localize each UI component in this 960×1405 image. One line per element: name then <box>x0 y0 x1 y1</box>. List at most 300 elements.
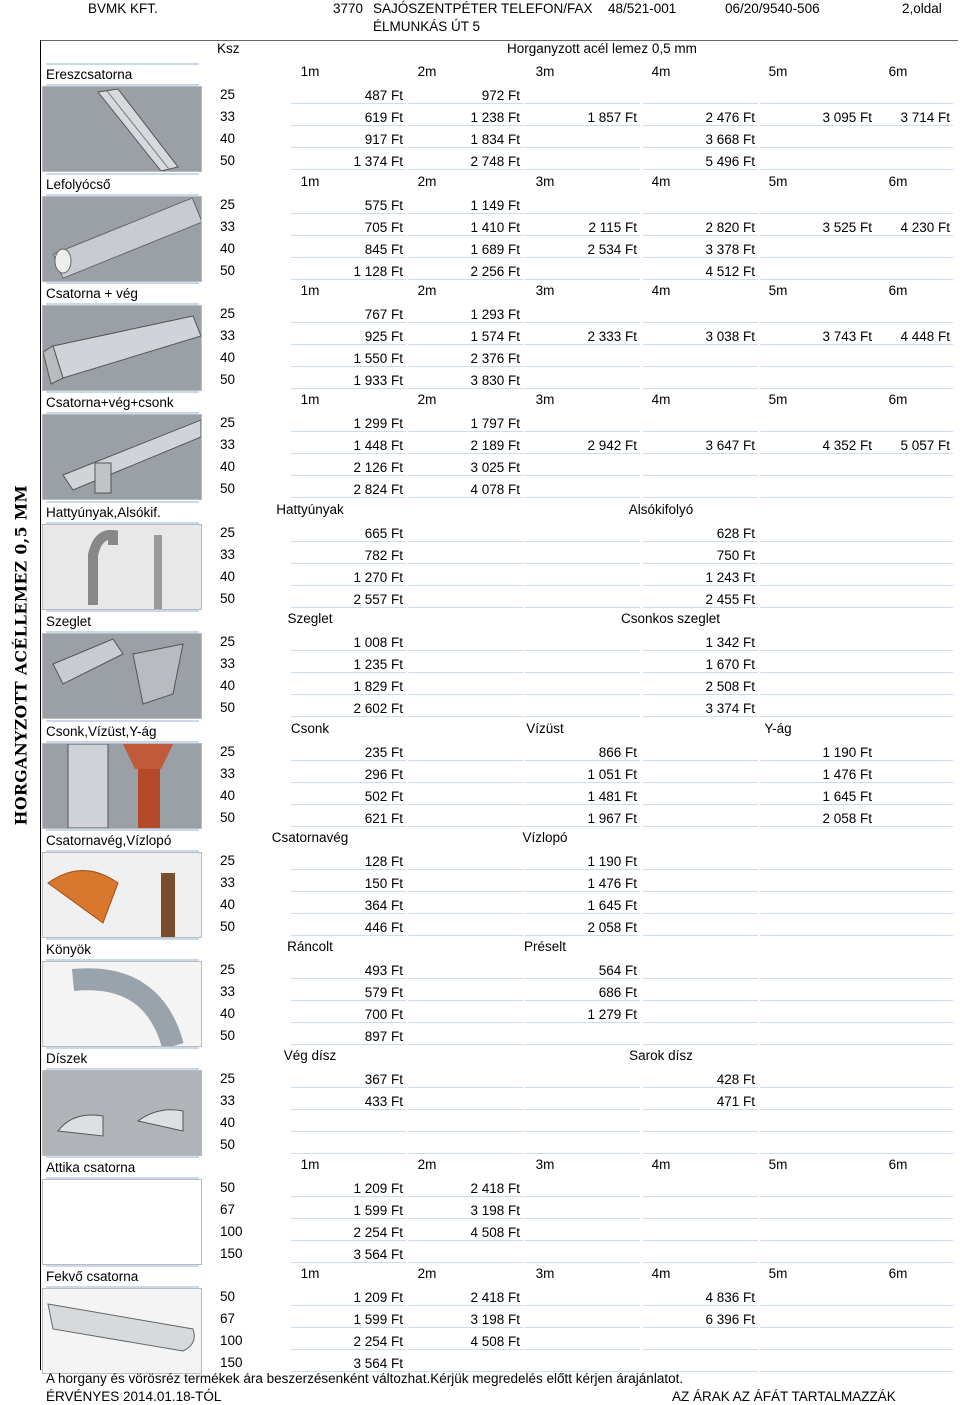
price-cell: 3 647 Ft <box>643 437 758 454</box>
price-cell: 3 830 Ft <box>408 372 523 389</box>
size-cell: 33 <box>220 875 236 890</box>
price-cell: 235 Ft <box>291 744 406 761</box>
page-header <box>0 0 960 42</box>
section-title: Ereszcsatorna <box>46 63 199 86</box>
table-row <box>205 304 958 326</box>
price-cell <box>875 1355 953 1372</box>
price-cell: 1 574 Ft <box>408 328 523 345</box>
price-cell: 4 230 Ft <box>875 219 953 236</box>
table-row <box>205 129 958 151</box>
price-cell: 564 Ft <box>525 962 640 979</box>
price-cell <box>643 1224 758 1241</box>
price-cell: 150 Ft <box>291 875 406 892</box>
price-cell: 767 Ft <box>291 306 406 323</box>
size-cell: 40 <box>220 459 236 474</box>
column-header: 2m <box>417 392 437 407</box>
column-header: 6m <box>888 392 908 407</box>
price-cell <box>643 197 758 214</box>
price-section <box>0 282 960 391</box>
product-photo-icon <box>43 87 201 171</box>
table-row <box>205 786 958 808</box>
price-cell <box>525 350 640 367</box>
price-cell: 367 Ft <box>291 1071 406 1088</box>
section-title: Hattyúnyak,Alsókif. <box>46 501 199 524</box>
price-cell: 1 689 Ft <box>408 241 523 258</box>
price-cell <box>525 1311 640 1328</box>
price-cell <box>760 1071 875 1088</box>
price-cell: 502 Ft <box>291 788 406 805</box>
price-cell: 296 Ft <box>291 766 406 783</box>
price-cell: 428 Ft <box>643 1071 758 1088</box>
price-cell: 128 Ft <box>291 853 406 870</box>
table-row <box>205 1287 958 1309</box>
price-cell: 2 824 Ft <box>291 481 406 498</box>
price-cell <box>760 372 875 389</box>
size-cell: 50 <box>220 1137 236 1152</box>
price-cell: 2 455 Ft <box>643 591 758 608</box>
price-cell: 1 293 Ft <box>408 306 523 323</box>
column-header: 1m <box>300 1157 320 1172</box>
table-row <box>205 851 958 873</box>
table-row <box>205 895 958 917</box>
elbow-photo <box>42 961 202 1047</box>
price-cell: 2 602 Ft <box>291 700 406 717</box>
column-header: Hattyúnyak <box>276 502 344 517</box>
column-header: Csonkos szeglet <box>621 611 721 626</box>
price-cell <box>525 415 640 432</box>
price-cell <box>643 350 758 367</box>
price-cell <box>760 1333 875 1350</box>
price-cell: 1 279 Ft <box>525 1006 640 1023</box>
price-cell: 2 476 Ft <box>643 109 758 126</box>
price-cell <box>760 547 875 564</box>
section-title: Könyök <box>46 938 199 961</box>
product-photo-icon <box>43 197 201 281</box>
zip-code: 3770 <box>333 1 364 16</box>
table-row <box>205 1178 958 1200</box>
product-photo-icon <box>43 1180 201 1264</box>
price-cell: 2 254 Ft <box>291 1333 406 1350</box>
price-cell <box>760 875 875 892</box>
price-cell <box>760 87 875 104</box>
column-header: Vízüst <box>526 721 564 736</box>
price-cell <box>408 634 523 651</box>
size-cell: 25 <box>220 525 236 540</box>
table-row <box>205 808 958 830</box>
price-cell <box>525 1202 640 1219</box>
price-cell <box>875 1028 953 1045</box>
price-cell: 686 Ft <box>525 984 640 1001</box>
table-row <box>205 435 958 457</box>
price-cell <box>760 656 875 673</box>
price-cell <box>760 197 875 214</box>
price-cell: 364 Ft <box>291 897 406 914</box>
price-cell <box>525 525 640 542</box>
price-cell <box>525 700 640 717</box>
column-header: 4m <box>651 1157 671 1172</box>
size-cell: 50 <box>220 919 236 934</box>
price-cell <box>875 1115 953 1132</box>
table-row <box>205 982 958 1004</box>
column-header: 3m <box>535 392 555 407</box>
section-title: Csatorna + vég <box>46 282 199 305</box>
price-cell: 2 942 Ft <box>525 437 640 454</box>
price-cell: 1 235 Ft <box>291 656 406 673</box>
table-row <box>205 151 958 173</box>
size-cell: 25 <box>220 87 236 102</box>
price-cell: 1 238 Ft <box>408 109 523 126</box>
product-photo-icon <box>43 744 201 828</box>
price-cell: 1 190 Ft <box>525 853 640 870</box>
price-cell <box>760 415 875 432</box>
price-cell: 1 645 Ft <box>760 788 875 805</box>
price-cell: 4 508 Ft <box>408 1224 523 1241</box>
price-cell <box>760 853 875 870</box>
price-cell: 1 476 Ft <box>760 766 875 783</box>
price-cell: 3 025 Ft <box>408 459 523 476</box>
price-cell <box>643 1028 758 1045</box>
price-cell: 700 Ft <box>291 1006 406 1023</box>
size-cell: 40 <box>220 241 236 256</box>
column-header: 6m <box>888 1266 908 1281</box>
price-cell <box>525 481 640 498</box>
price-cell: 1 209 Ft <box>291 1289 406 1306</box>
price-cell <box>408 1137 523 1154</box>
column-header: 1m <box>300 283 320 298</box>
corner-photo <box>42 633 202 719</box>
price-cell <box>525 197 640 214</box>
column-header: 2m <box>417 1157 437 1172</box>
phone-label: TELEFON/FAX <box>501 1 593 16</box>
price-cell: 972 Ft <box>408 87 523 104</box>
price-cell <box>408 1115 523 1132</box>
table-row <box>205 217 958 239</box>
price-cell: 1 645 Ft <box>525 897 640 914</box>
column-header: 1m <box>300 1266 320 1281</box>
price-cell <box>875 634 953 651</box>
price-cell: 1 550 Ft <box>291 350 406 367</box>
price-cell <box>875 350 953 367</box>
size-cell: 40 <box>220 569 236 584</box>
size-cell: 33 <box>220 437 236 452</box>
price-cell: 1 481 Ft <box>525 788 640 805</box>
gutter-photo <box>42 86 202 172</box>
price-cell: 1 967 Ft <box>525 810 640 827</box>
company-name: BVMK KFT. <box>88 1 158 16</box>
section-title: Lefolyócső <box>46 173 199 196</box>
column-header: 2m <box>417 283 437 298</box>
price-cell <box>760 984 875 1001</box>
price-cell: 2 058 Ft <box>525 919 640 936</box>
price-cell <box>408 875 523 892</box>
price-cell <box>760 459 875 476</box>
price-cell <box>643 459 758 476</box>
product-photo-icon <box>43 962 201 1046</box>
price-cell <box>408 591 523 608</box>
column-header: 6m <box>888 283 908 298</box>
column-header: 5m <box>768 64 788 79</box>
price-cell <box>643 1202 758 1219</box>
price-cell <box>643 481 758 498</box>
price-cell <box>875 591 953 608</box>
price-cell <box>408 700 523 717</box>
price-cell: 1 410 Ft <box>408 219 523 236</box>
column-header: 3m <box>535 64 555 79</box>
size-cell: 25 <box>220 415 236 430</box>
price-cell <box>875 372 953 389</box>
size-cell: 150 <box>220 1355 243 1370</box>
section-title: Szeglet <box>46 610 199 633</box>
attic-gutter-photo <box>42 1179 202 1265</box>
price-cell <box>525 656 640 673</box>
column-header: 4m <box>651 174 671 189</box>
price-cell <box>643 853 758 870</box>
size-cell: 100 <box>220 1224 243 1239</box>
size-cell: 50 <box>220 481 236 496</box>
size-cell: 33 <box>220 984 236 999</box>
table-row <box>205 589 958 611</box>
price-cell <box>875 1006 953 1023</box>
mobile-number: 06/20/9540-506 <box>725 1 820 16</box>
price-cell <box>643 919 758 936</box>
column-header: 4m <box>651 283 671 298</box>
size-cell: 50 <box>220 1180 236 1195</box>
size-cell: 40 <box>220 1006 236 1021</box>
downpipe-photo <box>42 196 202 282</box>
price-cell: 2 418 Ft <box>408 1180 523 1197</box>
price-cell <box>643 897 758 914</box>
size-cell: 67 <box>220 1311 236 1326</box>
price-cell: 2 534 Ft <box>525 241 640 258</box>
price-cell <box>875 131 953 148</box>
footer-vat: AZ ÁRAK AZ ÁFÁT TARTALMAZZÁK <box>672 1389 896 1404</box>
price-cell: 845 Ft <box>291 241 406 258</box>
price-cell: 3 198 Ft <box>408 1311 523 1328</box>
price-cell <box>643 744 758 761</box>
column-header: 1m <box>300 174 320 189</box>
table-row <box>205 1091 958 1113</box>
price-cell: 3 038 Ft <box>643 328 758 345</box>
price-cell <box>408 788 523 805</box>
size-cell: 150 <box>220 1246 243 1261</box>
price-cell <box>760 919 875 936</box>
column-header: 3m <box>535 174 555 189</box>
price-cell <box>875 1180 953 1197</box>
price-section <box>0 1156 960 1265</box>
price-cell <box>643 1006 758 1023</box>
price-cell <box>875 1202 953 1219</box>
price-cell <box>408 1028 523 1045</box>
price-cell <box>525 678 640 695</box>
price-cell <box>875 744 953 761</box>
price-cell <box>408 678 523 695</box>
size-cell: 40 <box>220 897 236 912</box>
table-row <box>205 764 958 786</box>
price-cell: 1 190 Ft <box>760 744 875 761</box>
table-row <box>205 567 958 589</box>
ornament-photo <box>42 1070 202 1156</box>
footer-note: A horgany és vörösréz termékek ára beszerzésenként változhat.Kérjük megredelés előtt kérjen árajánlatot. <box>46 1371 684 1386</box>
price-cell <box>875 678 953 695</box>
end-cap-photo <box>42 852 202 938</box>
price-cell: 619 Ft <box>291 109 406 126</box>
price-cell <box>643 962 758 979</box>
footer-valid: ÉRVÉNYES 2014.01.18-TÓL <box>46 1389 222 1404</box>
price-cell: 1 008 Ft <box>291 634 406 651</box>
product-photo-icon <box>43 415 201 499</box>
price-cell <box>875 810 953 827</box>
price-cell <box>875 1246 953 1263</box>
column-header: 6m <box>888 64 908 79</box>
price-section <box>0 829 960 938</box>
price-cell <box>643 1180 758 1197</box>
price-cell: 579 Ft <box>291 984 406 1001</box>
price-cell <box>525 569 640 586</box>
price-cell: 750 Ft <box>643 547 758 564</box>
price-cell <box>643 788 758 805</box>
size-cell: 100 <box>220 1333 243 1348</box>
price-cell <box>291 1137 406 1154</box>
price-cell <box>525 634 640 651</box>
size-cell: 25 <box>220 197 236 212</box>
price-cell <box>643 984 758 1001</box>
table-row <box>205 873 958 895</box>
product-photo-icon <box>43 525 201 609</box>
size-cell: 50 <box>220 263 236 278</box>
column-header: 3m <box>535 1266 555 1281</box>
size-cell: 40 <box>220 678 236 693</box>
price-cell <box>875 525 953 542</box>
column-header: 6m <box>888 1157 908 1172</box>
price-cell <box>875 481 953 498</box>
price-cell: 1 128 Ft <box>291 263 406 280</box>
price-cell <box>525 153 640 170</box>
column-header: 6m <box>888 174 908 189</box>
price-cell <box>525 1224 640 1241</box>
product-photo-icon <box>43 634 201 718</box>
price-cell <box>525 1115 640 1132</box>
price-cell <box>875 263 953 280</box>
price-cell <box>408 984 523 1001</box>
price-cell <box>408 525 523 542</box>
price-cell: 3 743 Ft <box>760 328 875 345</box>
price-cell <box>408 744 523 761</box>
price-cell: 575 Ft <box>291 197 406 214</box>
price-cell: 2 748 Ft <box>408 153 523 170</box>
table-row <box>205 261 958 283</box>
price-section <box>0 1047 960 1156</box>
price-cell: 3 198 Ft <box>408 1202 523 1219</box>
price-cell <box>760 700 875 717</box>
price-cell <box>408 962 523 979</box>
table-row <box>205 457 958 479</box>
price-cell <box>875 1071 953 1088</box>
price-cell: 866 Ft <box>525 744 640 761</box>
size-cell: 40 <box>220 131 236 146</box>
price-cell <box>760 591 875 608</box>
swan-neck-photo <box>42 524 202 610</box>
price-cell <box>760 1355 875 1372</box>
column-header: 2m <box>417 1266 437 1281</box>
section-title: Díszek <box>46 1047 199 1070</box>
price-cell: 3 564 Ft <box>291 1246 406 1263</box>
column-header: 4m <box>651 392 671 407</box>
column-header: Csatornavég <box>271 830 349 845</box>
table-row <box>205 545 958 567</box>
column-header: 5m <box>768 1157 788 1172</box>
price-cell <box>875 241 953 258</box>
section-title: Csatornavég,Vízlopó <box>46 829 199 852</box>
size-cell: 50 <box>220 153 236 168</box>
ksz-label: Ksz <box>217 41 240 56</box>
price-cell: 1 448 Ft <box>291 437 406 454</box>
price-cell: 897 Ft <box>291 1028 406 1045</box>
size-cell: 40 <box>220 788 236 803</box>
price-cell: 1 599 Ft <box>291 1202 406 1219</box>
side-title-text: HORGANYZOTT ACÉLLEMEZ 0,5 MM <box>11 484 31 826</box>
price-section <box>0 720 960 829</box>
price-cell <box>875 1093 953 1110</box>
price-cell <box>875 788 953 805</box>
price-cell <box>525 591 640 608</box>
table-row <box>205 523 958 545</box>
size-cell: 40 <box>220 350 236 365</box>
price-cell <box>760 1093 875 1110</box>
price-cell <box>408 1355 523 1372</box>
column-header: 4m <box>651 64 671 79</box>
price-cell <box>875 415 953 432</box>
price-cell: 6 396 Ft <box>643 1311 758 1328</box>
size-cell: 40 <box>220 1115 236 1130</box>
product-photo-icon <box>43 1071 201 1155</box>
size-cell: 25 <box>220 306 236 321</box>
price-cell: 1 834 Ft <box>408 131 523 148</box>
price-cell <box>408 1071 523 1088</box>
price-cell <box>875 1224 953 1241</box>
price-cell <box>760 569 875 586</box>
size-cell: 33 <box>220 547 236 562</box>
price-cell <box>760 481 875 498</box>
table-row <box>205 676 958 698</box>
price-section <box>0 173 960 282</box>
price-section <box>0 501 960 610</box>
price-cell <box>643 810 758 827</box>
size-cell: 50 <box>220 372 236 387</box>
price-cell: 4 512 Ft <box>643 263 758 280</box>
column-header: Vég dísz <box>283 1048 337 1063</box>
size-cell: 25 <box>220 962 236 977</box>
table-row <box>205 1069 958 1091</box>
price-cell: 3 374 Ft <box>643 700 758 717</box>
price-cell: 665 Ft <box>291 525 406 542</box>
size-cell: 50 <box>220 1028 236 1043</box>
price-cell <box>525 131 640 148</box>
price-cell <box>760 1202 875 1219</box>
price-cell <box>760 897 875 914</box>
price-cell: 5 496 Ft <box>643 153 758 170</box>
price-cell <box>760 1028 875 1045</box>
price-cell <box>408 897 523 914</box>
product-photo-icon <box>43 1289 201 1373</box>
price-cell: 3 714 Ft <box>875 109 953 126</box>
price-cell <box>643 1137 758 1154</box>
outlet-hopper-photo <box>42 743 202 829</box>
price-cell: 4 078 Ft <box>408 481 523 498</box>
street-address: ÉLMUNKÁS ÚT 5 <box>373 19 481 34</box>
price-cell <box>875 700 953 717</box>
price-cell: 2 189 Ft <box>408 437 523 454</box>
column-header: Vízlopó <box>522 830 568 845</box>
